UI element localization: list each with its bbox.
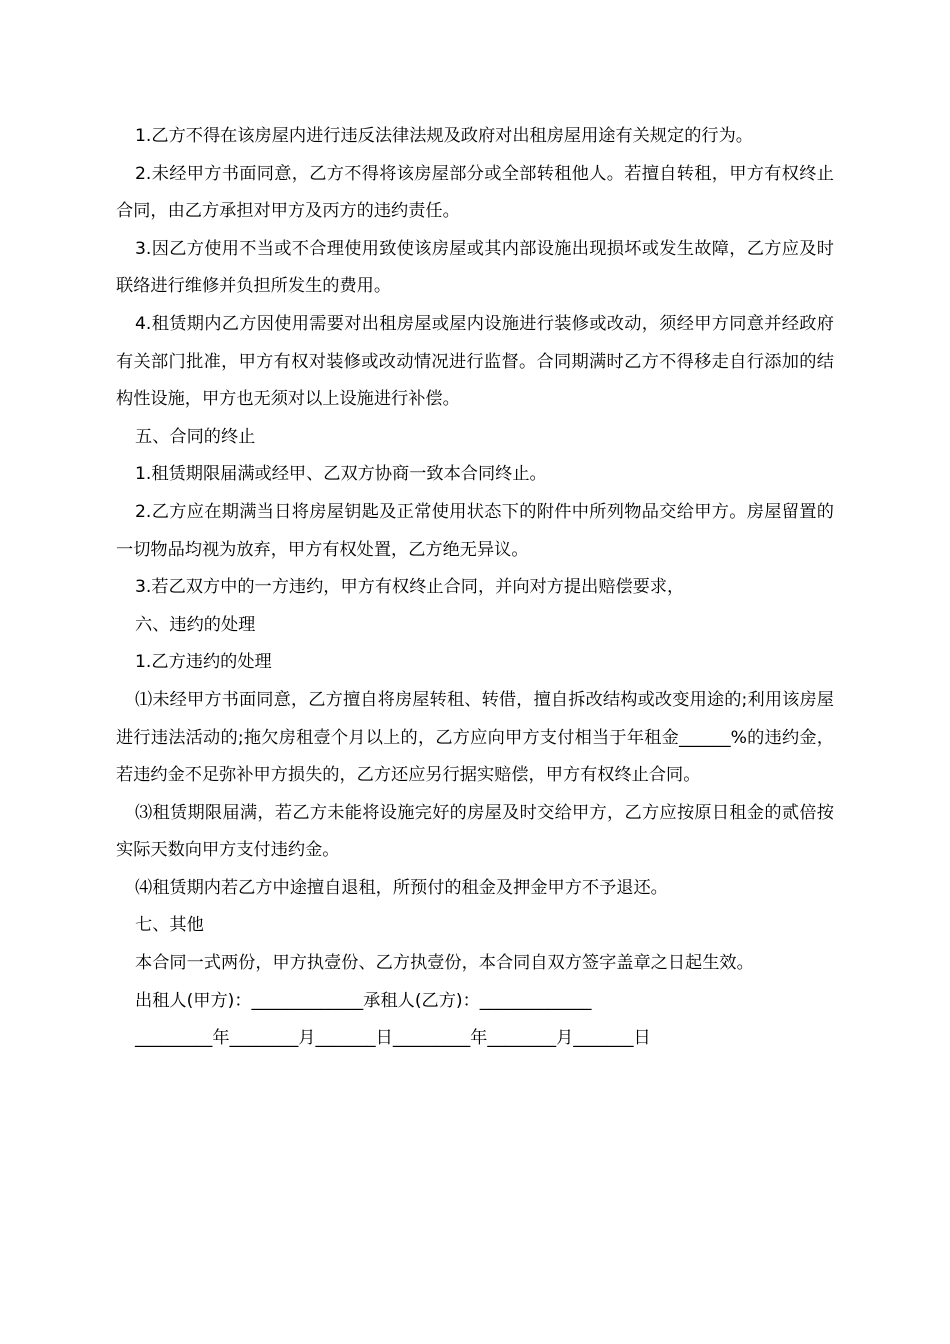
document-page — [116, 118, 834, 1058]
clause-6-item-1: 1.乙方违约的处理 — [135, 652, 272, 673]
signature-date-line: _________年________月_______日_________年________月_______日 — [135, 1028, 651, 1049]
clause-5-item-3: 3.若乙双方中的一方违约，甲方有权终止合同，并向对方提出赔偿要求， — [135, 577, 685, 598]
signature-parties-line: 出租人(甲方)：_____________承租人(乙方)：_____________ — [135, 990, 592, 1011]
clause-4-item-1: 1.乙方不得在该房屋内进行违反法律法规及政府对出租房屋用途有关规定的行为。 — [135, 126, 753, 146]
section-heading-termination: 五、合同的终止 — [135, 426, 256, 447]
clause-6-sub-4: ⑷租赁期内若乙方中途擅自退租，所预付的租金及押金甲方不予退还。 — [135, 877, 668, 898]
clause-4-item-4: 4.租赁期内乙方因使用需要对出租房屋或屋内设施进行装修或改动，须经甲方同意并经政府有关部门批准，甲方有权对装修或改动情况进行监督。合同期满时乙方不得移走自行添加的结构性设施，甲方也无须对以上设施进行补偿。 — [116, 313, 834, 410]
section-heading-other: 七、其他 — [135, 915, 204, 936]
clause-4-item-3: 3.因乙方使用不当或不合理使用致使该房屋或其内部设施出现损坏或发生故障，乙方应及时联络进行维修并负担所发生的费用。 — [116, 238, 834, 297]
clause-6-sub-3: ⑶租赁期限届满，若乙方未能将设施完好的房屋及时交给甲方，乙方应按原日租金的贰倍按实际天数向甲方支付违约金。 — [116, 802, 834, 861]
clause-6-sub-1: ⑴未经甲方书面同意，乙方擅自将房屋转租、转借，擅自拆改结构或改变用途的;利用该房屋进行违法活动的;拖欠房租壹个月以上的，乙方应向甲方支付相当于年租金______%的违约金，若违约金不足弥补甲方损失的，乙方还应另行据实赔偿，甲方有权终止合同。 — [116, 689, 834, 786]
clause-4-item-2: 2.未经甲方书面同意，乙方不得将该房屋部分或全部转租他人。若擅自转租，甲方有权终止合同，由乙方承担对甲方及丙方的违约责任。 — [116, 163, 834, 222]
clause-5-item-1: 1.租赁期限届满或经甲、乙双方协商一致本合同终止。 — [135, 464, 547, 485]
clause-5-item-2: 2.乙方应在期满当日将房屋钥匙及正常使用状态下的附件中所列物品交给甲方。房屋留置的一切物品均视为放弃，甲方有权处置，乙方绝无异议。 — [116, 501, 834, 560]
clause-7-text: 本合同一式两份，甲方执壹份、乙方执壹份，本合同自双方签字盖章之日起生效。 — [135, 953, 754, 974]
section-heading-breach: 六、违约的处理 — [135, 614, 256, 635]
